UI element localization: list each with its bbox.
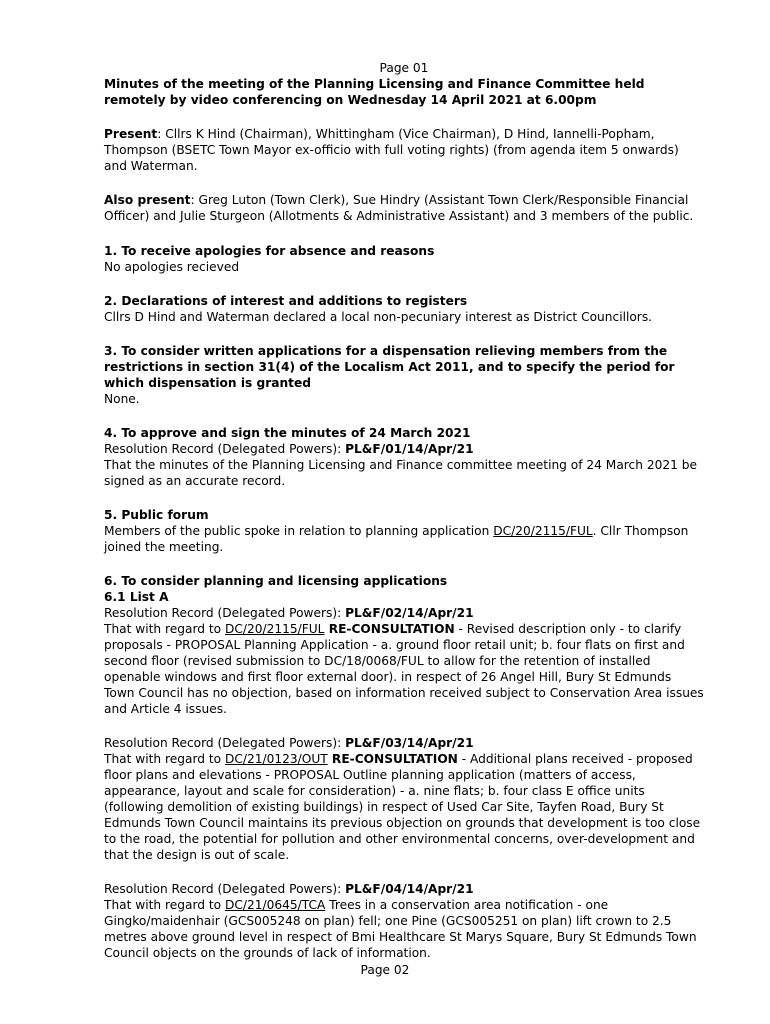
item-1-body: No apologies recieved <box>104 259 240 274</box>
resolution-code: PL&F/01/14/Apr/21 <box>345 441 474 456</box>
item-6-subheading: 6.1 List A <box>104 589 169 604</box>
planning-application-link[interactable]: DC/21/0123/OUT <box>224 751 328 766</box>
resolution-body <box>104 897 704 961</box>
item-5-body-post: . Cllr Thompson joined the meeting. <box>104 523 689 554</box>
resolution-block <box>104 881 704 961</box>
planning-application-link[interactable]: DC/20/2115/FUL <box>224 621 325 636</box>
item-5-body-pre: Members of the public spoke in relation to planning application <box>104 523 494 538</box>
item-4-resolution <box>104 441 704 457</box>
present-label: Present <box>104 127 158 141</box>
item-3-heading: 3. To consider written applications for a dispensation relieving members from the restrictions in section 31(4) of the Localism Act 2011, and to specify the period for which dispensation is granted <box>104 343 675 390</box>
page-header: Page 01 <box>379 61 429 75</box>
planning-application-link[interactable]: DC/21/0645/TCA <box>224 897 326 912</box>
item-4-body: That the minutes of the Planning Licensing and Finance committee meeting of 24 March 2021 be signed as an accurate record. <box>104 457 697 488</box>
resolution-prefix: Resolution Record (Delegated Powers): <box>104 881 346 896</box>
reconsultation-tag: RE-CONSULTATION <box>324 621 455 636</box>
item-5-heading: 5. Public forum <box>104 507 209 522</box>
item-2-heading: 2. Declarations of interest and additions to registers <box>104 293 468 308</box>
resolution-body-text: Trees in a conservation area notification - one Gingko/maidenhair (GCS005248 on plan) fell; one Pine (GCS005251 on plan) lift crown to 2.5 metres above ground level in respect of Bmi Healthcare St Marys Square, Bury St Edmunds Town Council objects on the grounds of lack of information. <box>104 897 697 960</box>
resolution-block <box>104 735 704 863</box>
resolution-block <box>104 605 704 717</box>
resolution-prefix: Resolution Record (Delegated Powers): <box>104 735 346 750</box>
planning-application-link[interactable]: DC/20/2115/FUL <box>493 523 593 538</box>
agenda-item-3 <box>104 343 704 407</box>
agenda-item-2 <box>104 293 704 325</box>
document-page <box>104 60 704 961</box>
resolution-body-text: - Additional plans received - proposed floor plans and elevations - PROPOSAL Outline planning application (matters of access, appearance, layout and scale for consideration) - a. nine flats; b. four class E office units (following demolition of existing buildings) in respect of Used Car Site, Tayfen Road, Bury St Edmunds Town Council maintains its previous objection on grounds that development is too close to the road, the potential for pollution and other environmental concerns, over-development and that the design is out of scale. <box>104 751 701 862</box>
present-paragraph <box>104 126 704 174</box>
item-5-body <box>104 523 704 555</box>
item-2-body: Cllrs D Hind and Waterman declared a local non-pecuniary interest as District Councillors. <box>104 309 653 324</box>
also-present-paragraph <box>104 192 704 225</box>
resolution-body <box>104 621 704 717</box>
item-1-heading: 1. To receive apologies for absence and reasons <box>104 243 435 258</box>
resolution-code: PL&F/03/14/Apr/21 <box>345 735 474 750</box>
resolution-code: PL&F/02/14/Apr/21 <box>345 605 474 620</box>
resolution-body-text: - Revised description only - to clarify proposals - PROPOSAL Planning Application - a. ground floor retail unit; b. four flats on first and second floor (revised submission to DC/18/0068/FUL to allow for the retention of installed openable windows and first floor external door). in respect of 26 Angel Hill, Bury St Edmunds Town Council has no objection, based on information received subject to Conservation Area issues and Article 4 issues. <box>104 621 704 716</box>
item-3-body: None. <box>104 391 140 406</box>
present-text: : Cllrs K Hind (Chairman), Whittingham (Vice Chairman), D Hind, Iannelli-Popham, Thompson (BSETC Town Mayor ex-officio with full voting rights) (from agenda item 5 onwards) and Waterman. <box>104 127 679 173</box>
resolution-prefix: Resolution Record (Delegated Powers): <box>104 441 346 456</box>
page-footer: Page 02 <box>360 963 410 977</box>
also-present-text: : Greg Luton (Town Clerk), Sue Hindry (Assistant Town Clerk/Responsible Financial Officer) and Julie Sturgeon (Allotments & Administrative Assistant) and 3 members of the public. <box>104 193 694 224</box>
resolution-line <box>104 605 704 621</box>
agenda-item-5 <box>104 507 704 555</box>
resolution-body-pre: That with regard to <box>104 751 225 766</box>
resolution-line <box>104 735 704 751</box>
resolution-body <box>104 751 704 863</box>
agenda-item-4 <box>104 425 704 489</box>
resolution-prefix: Resolution Record (Delegated Powers): <box>104 605 346 620</box>
agenda-item-1 <box>104 243 704 275</box>
agenda-item-6 <box>104 573 704 961</box>
minutes-title: Minutes of the meeting of the Planning Licensing and Finance Committee held remotely by video conferencing on Wednesday 14 April 2021 at 6.00pm <box>104 77 645 107</box>
reconsultation-tag: RE-CONSULTATION <box>327 751 458 766</box>
item-4-heading: 4. To approve and sign the minutes of 24 March 2021 <box>104 425 471 440</box>
resolution-line <box>104 881 704 897</box>
also-present-label: Also present <box>104 193 191 207</box>
item-6-heading: 6. To consider planning and licensing applications <box>104 573 448 588</box>
resolution-body-pre: That with regard to <box>104 621 225 636</box>
resolution-code: PL&F/04/14/Apr/21 <box>345 881 474 896</box>
resolution-body-pre: That with regard to <box>104 897 225 912</box>
